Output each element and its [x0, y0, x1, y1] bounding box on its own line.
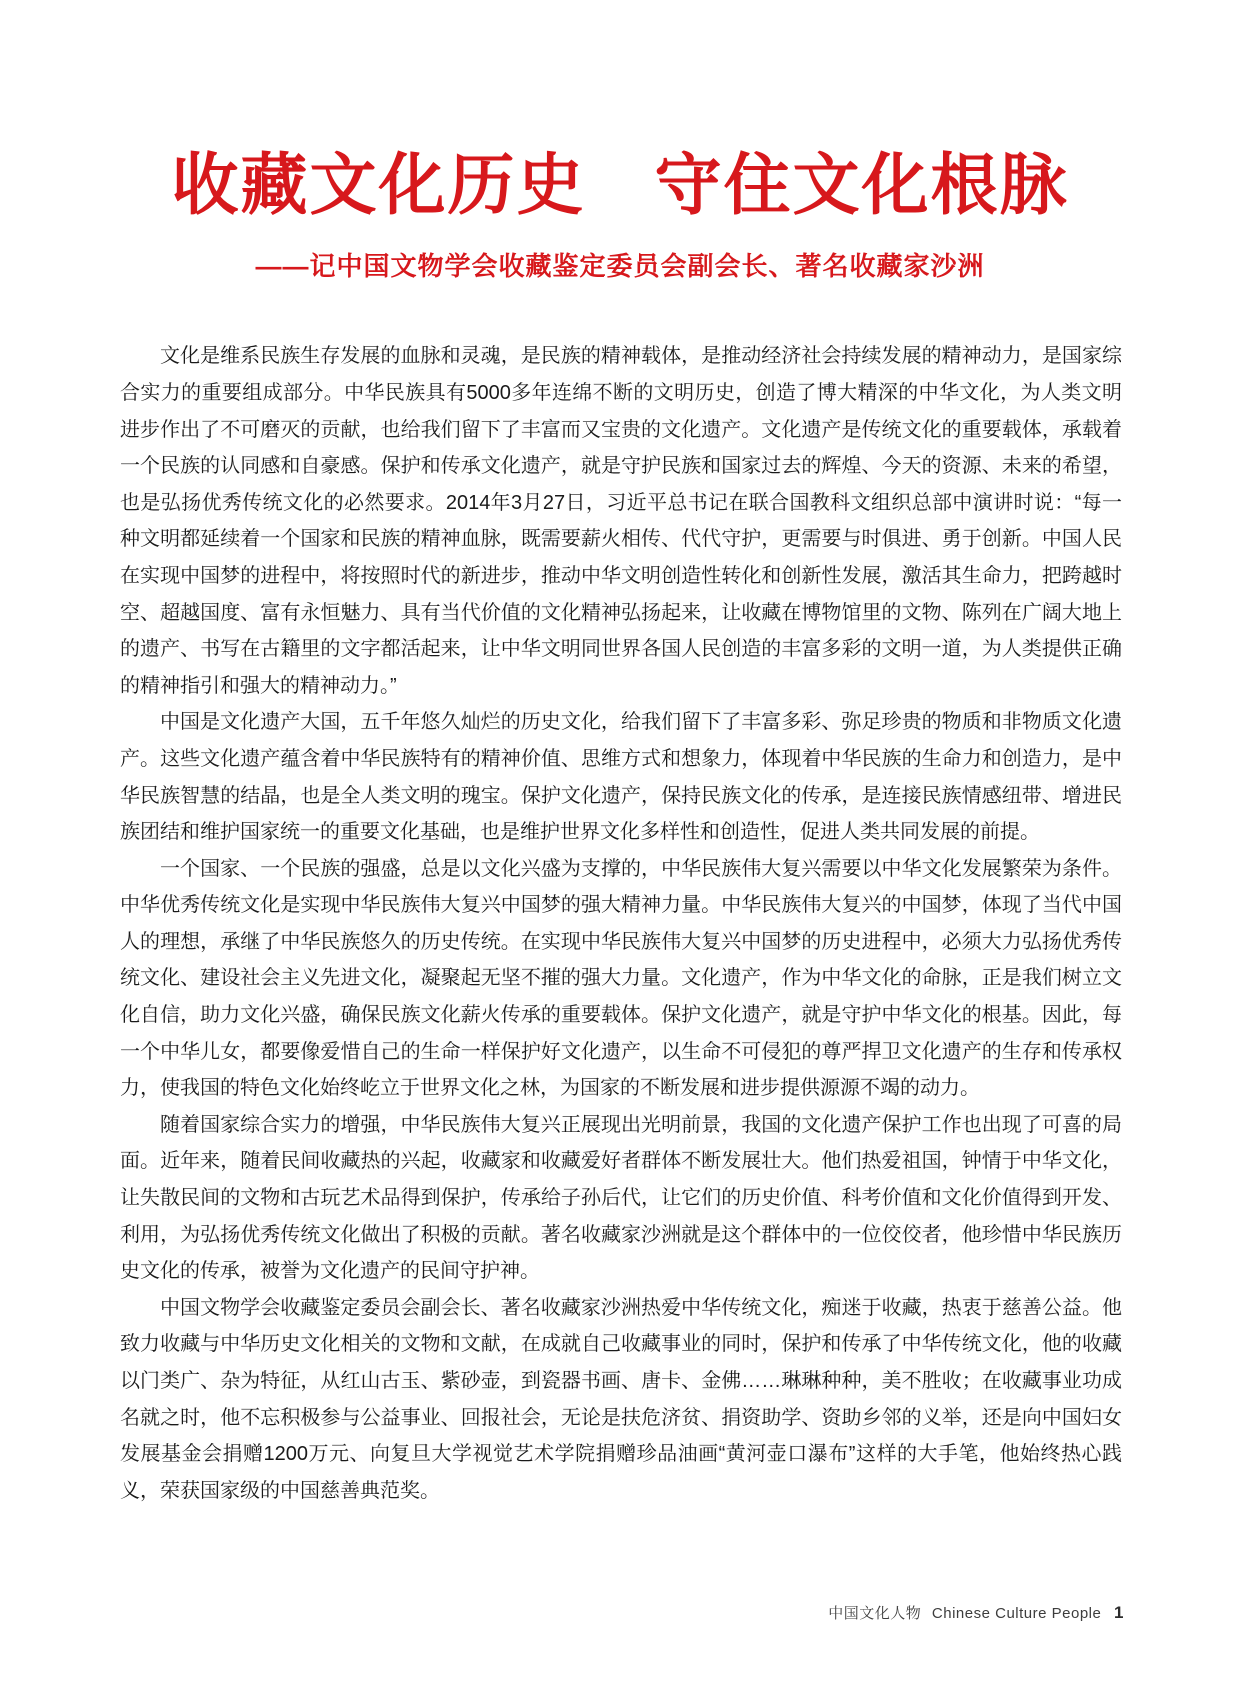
- article-header: [0, 0, 1240, 283]
- footer-journal-name-en: Chinese Culture People: [931, 1605, 1102, 1622]
- paragraph-2: 中国是文化遗产大国，五千年悠久灿烂的历史文化，给我们留下了丰富多彩、弥足珍贵的物质和非物质文化遗产。这些文化遗产蕴含着中华民族特有的精神价值、思维方式和想象力，体现着中华民族的生命力和创造力，是中华民族智慧的结晶，也是全人类文明的瑰宝。保护文化遗产，保持民族文化的传承，是连接民族情感纽带、增进民族团结和维护国家统一的重要文化基础，也是维护世界文化多样性和创造性，促进人类共同发展的前提。: [120, 711, 1122, 844]
- paragraph-3: 一个国家、一个民族的强盛，总是以文化兴盛为支撑的，中华民族伟大复兴需要以中华文化发展繁荣为条件。中华优秀传统文化是实现中华民族伟大复兴中国梦的强大精神力量。中华民族伟大复兴的中国梦，体现了当代中国人的理想，承继了中华民族悠久的历史传统。在实现中华民族伟大复兴中国梦的历史进程中，必须大力弘扬优秀传统文化、建设社会主义先进文化，凝聚起无坚不摧的强大力量。文化遗产，作为中华文化的命脉，正是我们树立文化自信，助力文化兴盛，确保民族文化薪火传承的重要载体。保护文化遗产，就是守护中华文化的根基。因此，每一个中华儿女，都要像爱惜自己的生命一样保护好文化遗产，以生命不可侵犯的尊严捍卫文化遗产的生存和传承权力，使我国的特色文化始终屹立于世界文化之林，为国家的不断发展和进步提供源源不竭的动力。: [120, 857, 1122, 1100]
- article-title: 收藏文化历史 守住文化根脉: [171, 148, 1069, 223]
- paragraph-5: 中国文物学会收藏鉴定委员会副会长、著名收藏家沙洲热爱中华传统文化，痴迷于收藏，热衷于慈善公益。他致力收藏与中华历史文化相关的文物和文献，在成就自己收藏事业的同时，保护和传承了中华传统文化，他的收藏以门类广、杂为特征，从红山古玉、紫砂壶，到瓷器书画、唐卡、金佛……琳琳种种，美不胜收；在收藏事业功成名就之时，他不忘积极参与公益事业、回报社会，无论是扶危济贫、捐资助学、资助乡邻的义举，还是向中国妇女发展基金会捐赠1200万元、向复旦大学视觉艺术学院捐赠珍品油画“黄河壶口瀑布”这样的大手笔，他始终热心践义，荣获国家级的中国慈善典范奖。: [120, 1296, 1122, 1502]
- article-body: [0, 338, 1240, 1509]
- article-subtitle: ——记中国文物学会收藏鉴定委员会副会长、著名收藏家沙洲: [255, 251, 985, 282]
- footer-page-number: 1: [1114, 1603, 1124, 1622]
- paragraph-1: 文化是维系民族生存发展的血脉和灵魂，是民族的精神载体，是推动经济社会持续发展的精神动力，是国家综合实力的重要组成部分。中华民族具有5000多年连绵不断的文明历史，创造了博大精深的中华文化，为人类文明进步作出了不可磨灭的贡献，也给我们留下了丰富而又宝贵的文化遗产。文化遗产是传统文化的重要载体，承载着一个民族的认同感和自豪感。保护和传承文化遗产，就是守护民族和国家过去的辉煌、今天的资源、未来的希望，也是弘扬优秀传统文化的必然要求。2014年3月27日，习近平总书记在联合国教科文组织总部中演讲时说：“每一种文明都延续着一个国家和民族的精神血脉，既需要薪火相传、代代守护，更需要与时俱进、勇于创新。中国人民在实现中国梦的进程中，将按照时代的新进步，推动中华文明创造性转化和创新性发展，激活其生命力，把跨越时空、超越国度、富有永恒魅力、具有当代价值的文化精神弘扬起来，让收藏在博物馆里的文物、陈列在广阔大地上的遗产、书写在古籍里的文字都活起来，让中华文明同世界各国人民创造的丰富多彩的文明一道，为人类提供正确的精神指引和强大的精神动力。”: [120, 345, 1122, 697]
- page-footer: [828, 1602, 1124, 1623]
- footer-journal-name-cn: 中国文化人物: [828, 1605, 922, 1622]
- paragraph-4: 随着国家综合实力的增强，中华民族伟大复兴正展现出光明前景，我国的文化遗产保护工作也出现了可喜的局面。近年来，随着民间收藏热的兴起，收藏家和收藏爱好者群体不断发展壮大。他们热爱祖国，钟情于中华文化，让失散民间的文物和古玩艺术品得到保护，传承给子孙后代，让它们的历史价值、科考价值和文化价值得到开发、利用，为弘扬优秀传统文化做出了积极的贡献。著名收藏家沙洲就是这个群体中的一位佼佼者，他珍惜中华民族历史文化的传承，被誉为文化遗产的民间守护神。: [120, 1113, 1122, 1283]
